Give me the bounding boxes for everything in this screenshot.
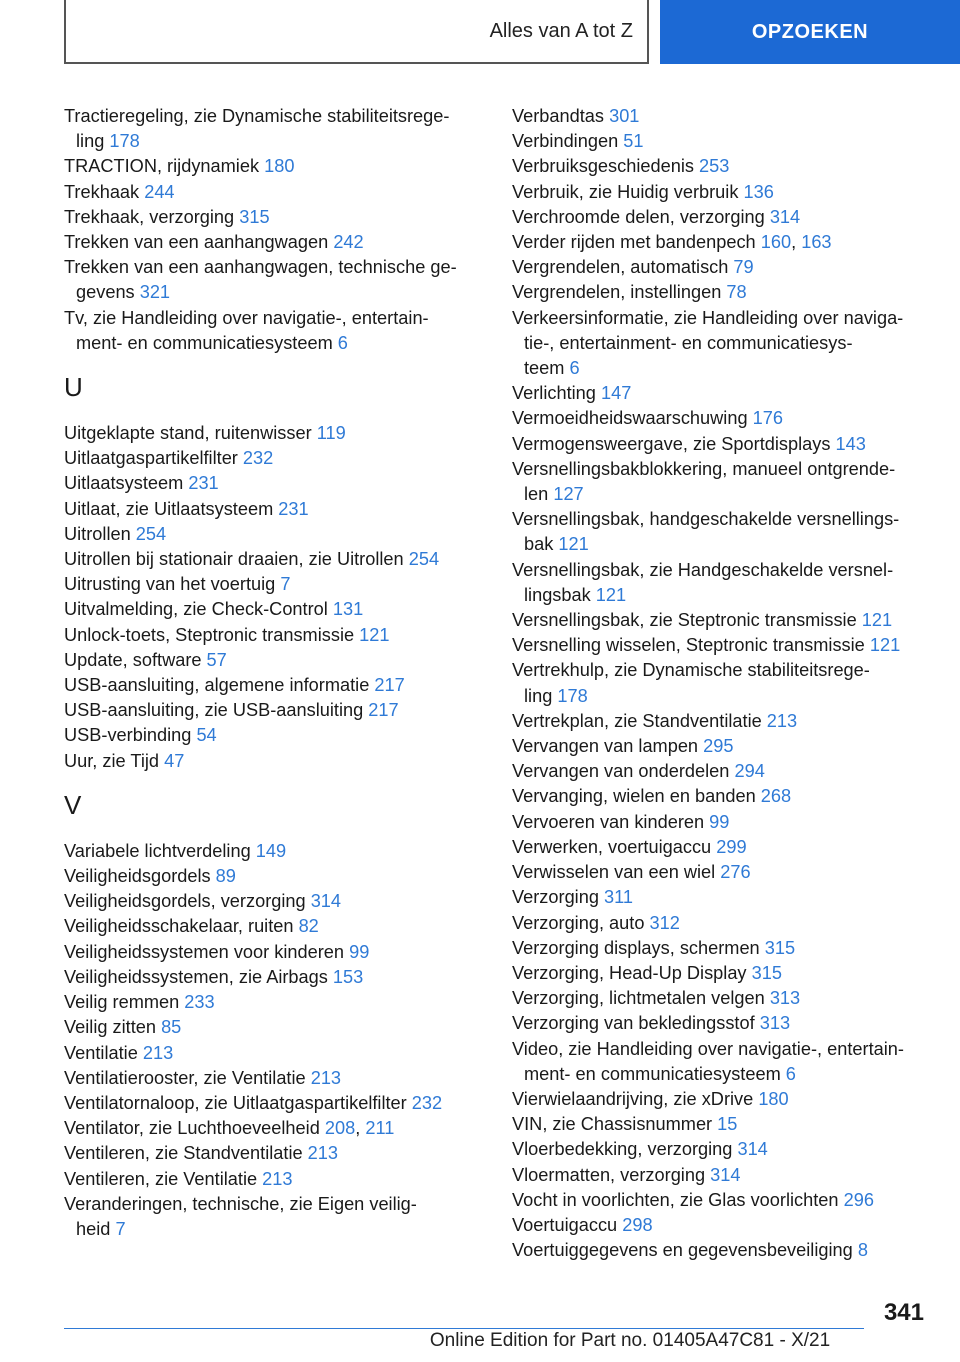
index-entry xyxy=(512,986,932,1011)
page-reference-link[interactable]: 79 xyxy=(733,257,754,278)
page-reference-link[interactable]: 131 xyxy=(332,599,364,620)
page-reference-link[interactable]: 6 xyxy=(569,358,580,379)
index-entry-text: Vloerbedekking, verzorging xyxy=(512,1139,738,1160)
page-reference-link[interactable]: 136 xyxy=(743,181,774,202)
page-reference-link[interactable]: 232 xyxy=(411,1092,443,1113)
index-entry-text: Veiligheidsschakelaar, ruiten xyxy=(64,916,299,937)
index-entry-text: USB-verbinding xyxy=(64,725,197,746)
index-entry xyxy=(512,1087,932,1112)
index-entry-text: Veiligheidssystemen voor kinderen xyxy=(64,941,350,962)
index-entry-text: Verzorging displays, schermen xyxy=(512,937,765,958)
index-entry-text: Veilig zitten xyxy=(64,1017,162,1038)
page-reference-link[interactable]: 311 xyxy=(604,887,634,908)
page-reference-link[interactable]: 180 xyxy=(758,1088,789,1109)
index-entry xyxy=(512,1238,932,1263)
page-reference-link[interactable]: 313 xyxy=(759,1013,791,1034)
page-reference-link[interactable]: 314 xyxy=(737,1139,768,1160)
page-reference-link[interactable]: 121 xyxy=(558,534,589,555)
index-entry xyxy=(64,723,484,748)
index-entry-text: Vergrendelen, automatisch xyxy=(512,257,734,278)
page-reference-link[interactable]: 295 xyxy=(703,736,734,757)
page-reference-link[interactable]: 268 xyxy=(760,786,792,807)
page-reference-link[interactable]: 99 xyxy=(349,941,370,962)
index-entry xyxy=(64,597,484,622)
index-entry xyxy=(64,889,484,914)
page-reference-link[interactable]: 294 xyxy=(734,761,765,782)
index-entry-text: Verzorging, Head-Up Display xyxy=(512,962,752,983)
page-reference-link[interactable]: 47 xyxy=(164,750,185,771)
index-entry-text: Verzorging, auto xyxy=(512,912,650,933)
index-entry: Verder rijden met bandenpech 160, 163 xyxy=(512,232,832,253)
index-entry-text: ment- en communicatiesysteem xyxy=(76,332,338,353)
index-entry-text: Uur, zie Tijd xyxy=(64,750,165,771)
index-entry xyxy=(64,1167,484,1192)
tab-search[interactable] xyxy=(660,0,960,64)
index-entry-text: Voertuiggegevens en gegevensbeveiliging xyxy=(512,1240,858,1261)
index-entry-text: USB-aansluiting, algemene informatie xyxy=(64,675,375,696)
index-entry-text: heid xyxy=(76,1218,116,1239)
index-entry xyxy=(512,306,932,382)
index-entry-text: Trekhaak xyxy=(64,181,145,202)
page-reference-link[interactable]: 119 xyxy=(316,423,346,444)
index-entry xyxy=(64,623,484,648)
page-reference-link[interactable]: 244 xyxy=(144,181,175,202)
tab-search-label: OPZOEKEN xyxy=(751,20,869,43)
page-reference-link[interactable]: 121 xyxy=(869,635,901,656)
index-entry-text: Verlichting xyxy=(512,383,601,404)
index-entry-text: Ventileren, zie Ventilatie xyxy=(64,1168,263,1189)
page-reference-link[interactable]: 213 xyxy=(307,1143,339,1164)
index-entry xyxy=(64,749,484,774)
index-entry xyxy=(64,180,484,205)
index-entry-text: Vierwielaandrijving, zie xDrive xyxy=(512,1088,759,1109)
index-entry xyxy=(64,648,484,673)
page-reference-link[interactable]: 231 xyxy=(278,498,309,519)
index-entry-text: Uitrollen bij stationair draaien, zie Uitrollen xyxy=(64,549,409,570)
page-reference-link[interactable]: 315 xyxy=(239,206,270,227)
index-entry-text: Verzorging, lichtmetalen velgen xyxy=(512,988,770,1009)
page-reference-link[interactable]: 276 xyxy=(720,862,751,883)
index-entry-text: bak xyxy=(524,534,559,555)
index-entry-text: Vergrendelen, instellingen xyxy=(512,282,727,303)
index-entry xyxy=(64,306,484,356)
index-entry-text: Uitvalmelding, zie Check-Control xyxy=(64,599,333,620)
index-entry-text: Vervangen van lampen xyxy=(512,736,704,757)
index-entry xyxy=(64,1015,484,1040)
page-reference-link[interactable]: 314 xyxy=(310,891,342,912)
index-entry-text: Vertrekhulp, zie Dynamische stabiliteitsrege- xyxy=(512,660,870,681)
index-entry xyxy=(64,471,484,496)
index-entry xyxy=(512,709,932,734)
index-entry-text: Verwisselen van een wiel xyxy=(512,862,721,883)
page-reference-link[interactable]: 217 xyxy=(368,700,399,721)
index-entry-text: Uitlaatgaspartikelfilter xyxy=(64,448,243,469)
index-entry-text: Vervanging, wielen en banden xyxy=(512,786,761,807)
index-entry-text: lingsbak xyxy=(524,584,596,605)
page-reference-link[interactable]: 211 xyxy=(365,1118,395,1139)
page-reference-link[interactable]: 312 xyxy=(649,912,680,933)
index-entry xyxy=(512,1188,932,1213)
page-reference-link[interactable]: 89 xyxy=(215,866,236,887)
index-entry xyxy=(64,522,484,547)
page-reference-link[interactable]: 314 xyxy=(769,206,801,227)
index-entry-text: Vervangen van onderdelen xyxy=(512,761,735,782)
index-entry-text: Tv, zie Handleiding over navigatie-, entertain- xyxy=(64,307,429,328)
index-entry-text: Verder rijden met bandenpech xyxy=(512,232,761,253)
page-reference-link[interactable]: 233 xyxy=(184,992,215,1013)
page-reference-link[interactable]: 314 xyxy=(710,1164,741,1185)
index-entry-text: Verkeersinformatie, zie Handleiding over naviga- xyxy=(512,307,904,328)
page-reference-link[interactable]: 213 xyxy=(766,710,798,731)
index-entry-text: Verbandtas xyxy=(512,106,610,126)
page-reference-link[interactable]: 315 xyxy=(764,937,796,958)
index-entry xyxy=(512,936,932,961)
index-entry-text: Variabele lichtverdeling xyxy=(64,840,256,861)
page-reference-link[interactable]: 6 xyxy=(785,1063,796,1084)
index-entry xyxy=(64,255,484,305)
index-entry-text: Vervoeren van kinderen xyxy=(512,811,710,832)
index-entry-text: Versnelling wisselen, Steptronic transmissie xyxy=(512,635,870,656)
index-entry-text: Verzorging van bekledingsstof xyxy=(512,1013,760,1034)
index-entry-text: Uitrollen xyxy=(64,523,136,544)
index-entry-text: Verbruik, zie Huidig verbruik xyxy=(512,181,744,202)
index-entry-text: Ventilatie xyxy=(64,1042,143,1063)
index-entry-text: Ventilator, zie Luchthoeveelheid xyxy=(64,1118,325,1139)
index-entry-text: Veiligheidsgordels, verzorging xyxy=(64,891,311,912)
index-entry-text: VIN, zie Chassisnummer xyxy=(512,1114,718,1135)
index-entry xyxy=(512,835,932,860)
page-reference-link[interactable]: 315 xyxy=(751,962,782,983)
index-entry-text: Verbindingen xyxy=(512,131,624,152)
index-entry xyxy=(512,406,932,431)
index-entry xyxy=(64,230,484,255)
page-reference-link[interactable]: 57 xyxy=(206,649,227,670)
page-reference-link[interactable]: 178 xyxy=(109,131,140,152)
index-entry xyxy=(512,1037,932,1087)
index-entry-text: ling xyxy=(76,131,110,152)
index-entry-text: ment- en communicatiesysteem xyxy=(524,1063,786,1084)
index-entry-text: Uitrusting van het voertuig xyxy=(64,574,281,595)
index-entry xyxy=(64,698,484,723)
index-entry-text: Veilig remmen xyxy=(64,992,185,1013)
page-reference-link[interactable]: 299 xyxy=(716,836,747,857)
page-reference-link[interactable]: 242 xyxy=(333,232,364,253)
page-reference-link[interactable]: 51 xyxy=(623,131,644,152)
index-entry-text: Tractieregeling, zie Dynamische stabiliteitsrege- xyxy=(64,106,450,126)
index-entry-text: Verchroomde delen, verzorging xyxy=(512,206,770,227)
index-entry-text: Versnellingsbakblokkering, manueel ontgrende- xyxy=(512,458,896,479)
page-reference-link[interactable]: 180 xyxy=(264,156,295,177)
index-entry xyxy=(512,205,932,230)
index-entry-text: USB-aansluiting, zie USB-aansluiting xyxy=(64,700,369,721)
page-reference-link[interactable]: 121 xyxy=(359,624,390,645)
page-reference-link[interactable]: 176 xyxy=(752,408,783,429)
page-reference-link[interactable]: 8 xyxy=(857,1240,868,1261)
page-reference-link[interactable]: 121 xyxy=(861,610,893,631)
index-entry xyxy=(512,810,932,835)
index-entry xyxy=(64,572,484,597)
index-entry: Ventilator, zie Luchthoeveelheid 208, 211 xyxy=(64,1118,395,1139)
index-entry-text: gevens xyxy=(76,282,140,303)
index-entry xyxy=(512,255,932,280)
index-entry-text: Vertrekplan, zie Standventilatie xyxy=(512,710,767,731)
tab-a-to-z-label: Alles van A tot Z xyxy=(489,19,633,42)
index-entry xyxy=(64,1041,484,1066)
index-entry xyxy=(512,154,932,179)
index-entry xyxy=(64,421,484,446)
index-entry-text: Uitlaatsysteem xyxy=(64,473,189,494)
page-reference-link[interactable]: 6 xyxy=(337,332,348,353)
index-entry-text: Veranderingen, technische, zie Eigen veilig- xyxy=(64,1193,417,1214)
page-reference-link[interactable]: 217 xyxy=(374,675,405,696)
index-column-left xyxy=(64,104,484,1242)
index-entry xyxy=(512,608,932,633)
page-reference-link[interactable]: 296 xyxy=(843,1189,874,1210)
index-entry xyxy=(64,104,484,154)
index-entry-text: Unlock-toets, Steptronic transmissie xyxy=(64,624,360,645)
index-entry xyxy=(64,673,484,698)
index-entry-text: Trekhaak, verzorging xyxy=(64,206,240,227)
page-reference-link[interactable]: 254 xyxy=(135,523,167,544)
index-entry xyxy=(512,633,932,658)
page-reference-link[interactable]: 208 xyxy=(324,1118,356,1139)
page-reference-link[interactable]: 163 xyxy=(801,232,832,253)
index-entry xyxy=(64,965,484,990)
index-entry-text: tie-, entertainment- en communicatiesys- xyxy=(524,332,853,353)
page-reference-link[interactable]: 298 xyxy=(622,1214,653,1235)
page-reference-link[interactable]: 213 xyxy=(142,1042,174,1063)
page-reference-link[interactable]: 149 xyxy=(255,840,287,861)
footer-divider xyxy=(64,1328,864,1329)
index-entry xyxy=(512,558,932,608)
page-reference-link[interactable]: 85 xyxy=(161,1017,182,1038)
index-entry-text: Versnellingsbak, zie Steptronic transmissie xyxy=(512,610,862,631)
page-reference-link[interactable]: 313 xyxy=(769,988,801,1009)
index-entry xyxy=(512,759,932,784)
page-reference-link[interactable]: 127 xyxy=(553,484,584,505)
index-entry xyxy=(64,990,484,1015)
index-entry xyxy=(512,961,932,986)
index-entry xyxy=(512,1163,932,1188)
index-entry-text: Verzorging xyxy=(512,887,605,908)
index-entry xyxy=(512,381,932,406)
page-reference-link[interactable]: 160 xyxy=(760,232,792,253)
index-entry xyxy=(64,154,484,179)
index-entry-text: Versnellingsbak, handgeschakelde versnellings- xyxy=(512,509,900,530)
page-reference-link[interactable]: 99 xyxy=(709,811,730,832)
index-entry-text: Video, zie Handleiding over navigatie-, entertain- xyxy=(512,1038,904,1059)
page-reference-link[interactable]: 301 xyxy=(609,106,640,126)
index-entry xyxy=(64,839,484,864)
page-reference-link[interactable]: 231 xyxy=(188,473,219,494)
index-entry xyxy=(512,1011,932,1036)
index-entry-text: TRACTION, rijdynamiek xyxy=(64,156,265,177)
page-reference-link[interactable]: 253 xyxy=(699,156,730,177)
index-entry-text: Veiligheidssystemen, zie Airbags xyxy=(64,966,333,987)
top-navigation xyxy=(0,0,960,66)
index-entry xyxy=(512,180,932,205)
page-reference-link[interactable]: 7 xyxy=(280,574,291,595)
index-entry xyxy=(64,547,484,572)
index-entry xyxy=(512,734,932,759)
page-reference-link[interactable]: 147 xyxy=(600,383,632,404)
index-entry xyxy=(512,860,932,885)
index-entry-text: Update, software xyxy=(64,649,207,670)
page-reference-link[interactable]: 178 xyxy=(557,685,588,706)
index-entry xyxy=(512,457,932,507)
page-reference-link[interactable]: 78 xyxy=(726,282,747,303)
index-entry xyxy=(512,104,932,129)
index-entry-text: Trekken van een aanhangwagen xyxy=(64,232,334,253)
index-entry-text: Vocht in voorlichten, zie Glas voorlichten xyxy=(512,1189,844,1210)
index-entry-text: teem xyxy=(524,358,570,379)
index-entry-text: Ventilatornaloop, zie Uitlaatgaspartikelfilter xyxy=(64,1092,412,1113)
index-entry xyxy=(512,885,932,910)
page-reference-link[interactable]: 15 xyxy=(717,1114,738,1135)
index-entry xyxy=(512,1213,932,1238)
index-entry-text: Vloermatten, verzorging xyxy=(512,1164,711,1185)
index-entry-text: Versnellingsbak, zie Handgeschakelde versnel- xyxy=(512,559,894,580)
page-reference-link[interactable]: 213 xyxy=(310,1067,342,1088)
index-entry xyxy=(512,911,932,936)
index-entry-text: Voertuigaccu xyxy=(512,1214,623,1235)
page-reference-link[interactable]: 143 xyxy=(835,433,866,454)
section-letter-heading: V xyxy=(64,789,82,820)
index-entry xyxy=(64,205,484,230)
index-entry xyxy=(64,1091,484,1116)
index-entry xyxy=(512,658,932,708)
index-entry-text: Trekken van een aanhangwagen, technische ge- xyxy=(64,257,457,278)
index-entry xyxy=(64,940,484,965)
page-reference-link[interactable]: 321 xyxy=(139,282,171,303)
index-entry xyxy=(64,864,484,889)
index-entry xyxy=(512,280,932,305)
index-entry-text: ling xyxy=(524,685,558,706)
index-entry-text: Uitgeklapte stand, ruitenwisser xyxy=(64,423,317,444)
index-entry-text: Vermoeidheidswaarschuwing xyxy=(512,408,753,429)
page-reference-link[interactable]: 232 xyxy=(242,448,274,469)
page-reference-link[interactable]: 213 xyxy=(262,1168,293,1189)
index-entry xyxy=(512,1137,932,1162)
index-entry-text: Ventileren, zie Standventilatie xyxy=(64,1143,308,1164)
index-entry xyxy=(64,1066,484,1091)
index-entry-text: Vermogensweergave, zie Sportdisplays xyxy=(512,433,836,454)
index-entry xyxy=(64,497,484,522)
page-reference-link[interactable]: 82 xyxy=(298,916,319,937)
index-entry xyxy=(512,432,932,457)
index-entry-text: Verbruiksgeschiedenis xyxy=(512,156,700,177)
index-entry-text: Verwerken, voertuigaccu xyxy=(512,836,717,857)
index-entry-text: Veiligheidsgordels xyxy=(64,866,216,887)
tab-a-to-z[interactable] xyxy=(64,0,649,64)
page-number: 341 xyxy=(883,1299,924,1326)
index-entry-text: len xyxy=(524,484,554,505)
index-entry xyxy=(64,1141,484,1166)
page-reference-link[interactable]: 7 xyxy=(115,1218,126,1239)
index-column-right xyxy=(512,104,932,1263)
section-letter-heading: U xyxy=(64,372,83,403)
index-entry xyxy=(512,784,932,809)
index-entry xyxy=(512,129,932,154)
index-entry xyxy=(512,1112,932,1137)
index-entry-text: Uitlaat, zie Uitlaatsysteem xyxy=(64,498,279,519)
index-entry xyxy=(64,914,484,939)
footer-edition-text: Online Edition for Part no. 01405A47C81 - X/21 xyxy=(429,1330,831,1351)
page-reference-link[interactable]: 153 xyxy=(332,966,364,987)
index-entry xyxy=(64,446,484,471)
index-entry xyxy=(512,507,932,557)
page-reference-link[interactable]: 254 xyxy=(408,549,440,570)
page-reference-link[interactable]: 54 xyxy=(196,725,217,746)
index-entry xyxy=(64,1192,484,1242)
page-reference-link[interactable]: 121 xyxy=(595,584,627,605)
index-entry-text: Ventilatierooster, zie Ventilatie xyxy=(64,1067,311,1088)
